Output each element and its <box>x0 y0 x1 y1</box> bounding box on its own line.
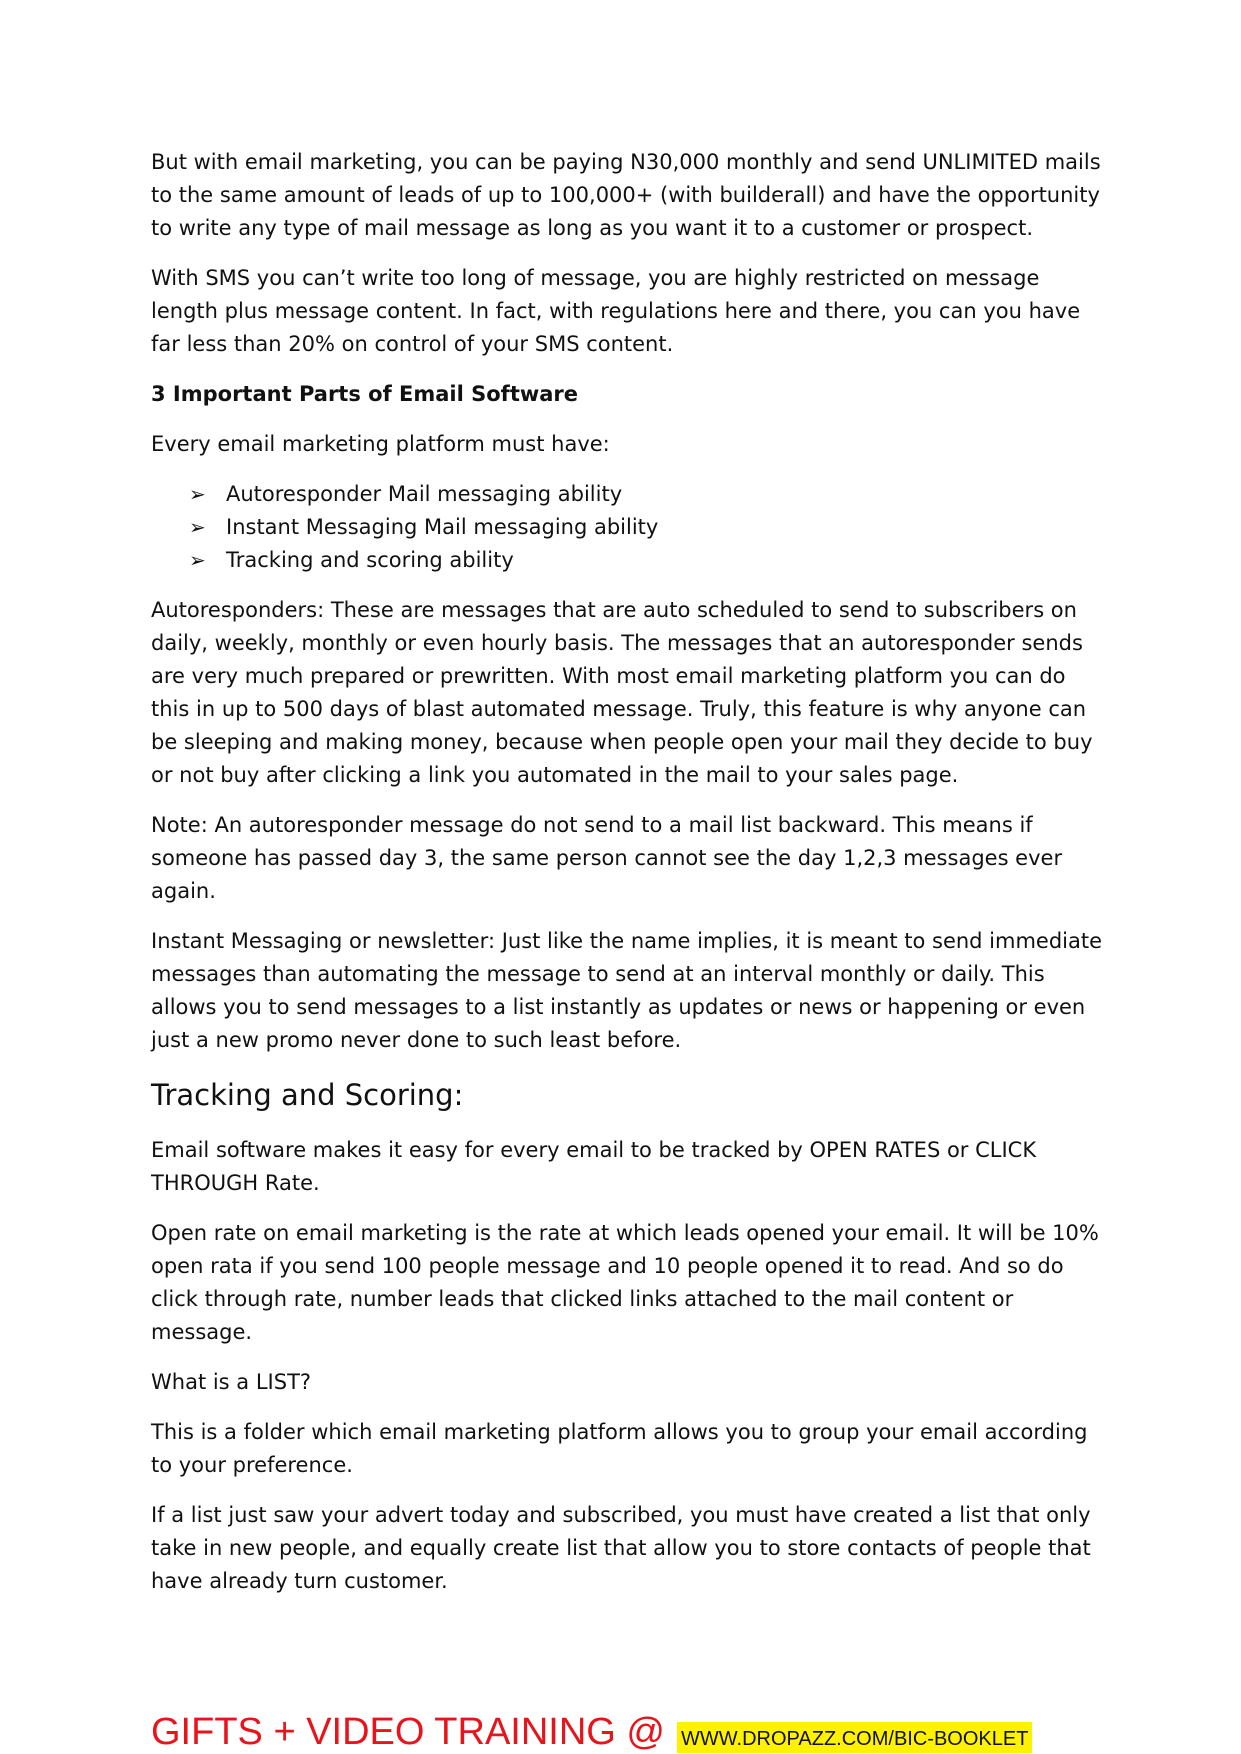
feature-list <box>151 478 1106 577</box>
footer-promo-text: GIFTS + VIDEO TRAINING @ <box>151 1711 666 1753</box>
footer-promo <box>151 1707 1032 1753</box>
footer-promo-link[interactable]: WWW.DROPAZZ.COM/BIC-BOOKLET <box>677 1722 1032 1753</box>
paragraph-autoresponders: Autoresponders: These are messages that are auto scheduled to send to subscribers on daily, weekly, monthly or even hourly basis. The messages that an autoresponder sends are very much prepared or prewritten. With most email marketing platform you can do this in up to 500 days of blast automated message. Truly, this feature is why anyone can be sleeping and making money, because when people open your mail they decide to buy or not buy after clicking a link you automated in the mail to your sales page. <box>151 598 1093 787</box>
list-item-label: Instant Messaging Mail messaging ability <box>226 515 659 539</box>
arrow-bullet-icon: ➢ <box>189 548 206 572</box>
arrow-bullet-icon: ➢ <box>189 515 206 539</box>
list-item <box>189 544 1106 577</box>
paragraph-tracking-intro: Email software makes it easy for every email to be tracked by OPEN RATES or CLICK THROUGH Rate. <box>151 1138 1037 1195</box>
paragraph-email-marketing-cost: But with email marketing, you can be paying N30,000 monthly and send UNLIMITED mails to the same amount of leads of up to 100,000+ (with builderall) and have the opportunity to write any type of mail message as long as you want it to a customer or prospect. <box>151 150 1101 240</box>
subheading-email-software-parts: 3 Important Parts of Email Software <box>151 382 579 406</box>
paragraph-what-is-list: What is a LIST? <box>151 1370 312 1394</box>
list-item <box>189 478 1106 511</box>
paragraph-autoresponder-note: Note: An autoresponder message do not send to a mail list backward. This means if someone has passed day 3, the same person cannot see the day 1,2,3 messages ever again. <box>151 813 1063 903</box>
paragraph-sms-limits: With SMS you can’t write too long of message, you are highly restricted on message length plus message content. In fact, with regulations here and there, you can you have far less than 20% on control of your SMS content. <box>151 266 1081 356</box>
paragraph-list-example: If a list just saw your advert today and subscribed, you must have created a list that only take in new people, and equally create list that allow you to store contacts of people that have already turn customer. <box>151 1503 1091 1593</box>
section-heading-tracking: Tracking and Scoring: <box>151 1078 464 1112</box>
paragraph-instant-messaging: Instant Messaging or newsletter: Just like the name implies, it is meant to send immediate messages than automating the message to send at an interval monthly or daily. This allows you to send messages to a list instantly as updates or news or happening or even just a new promo never done to such least before. <box>151 929 1103 1052</box>
paragraph-intro: Every email marketing platform must have: <box>151 432 610 456</box>
paragraph-open-rate: Open rate on email marketing is the rate at which leads opened your email. It will be 10% open rata if you send 100 people message and 10 people opened it to read. And so do click through rate, number leads that clicked links attached to the mail content or message. <box>151 1221 1099 1344</box>
list-item-label: Autoresponder Mail messaging ability <box>226 482 623 506</box>
arrow-bullet-icon: ➢ <box>189 482 206 506</box>
document-body <box>151 146 1106 1615</box>
list-item-label: Tracking and scoring ability <box>226 548 514 572</box>
paragraph-list-definition: This is a folder which email marketing platform allows you to group your email according to your preference. <box>151 1420 1088 1477</box>
list-item <box>189 511 1106 544</box>
